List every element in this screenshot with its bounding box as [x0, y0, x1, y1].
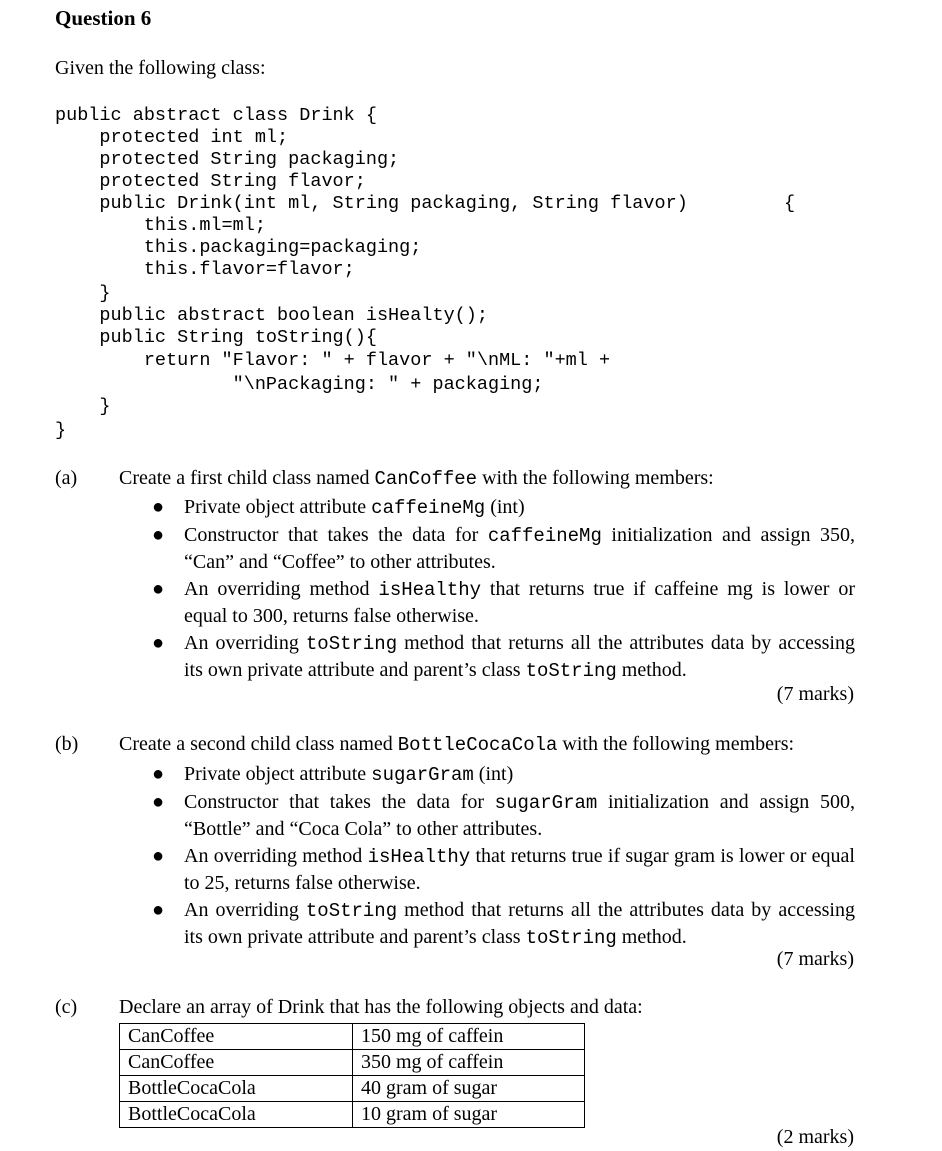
code-line: {: [784, 193, 796, 214]
part-c-intro: Declare an array of Drink that has the following objects and data:: [119, 996, 643, 1018]
table-cell: 40 gram of sugar: [353, 1076, 585, 1102]
bullet-icon: ●: [152, 577, 165, 600]
bullet-icon: ●: [152, 898, 165, 921]
code-line: "\nPackaging: " + packaging;: [55, 374, 544, 395]
code-line: return "Flavor: " + flavor + "\nML: "+ml +: [55, 350, 611, 371]
drinks-table: [119, 1023, 585, 1128]
table-cell: CanCoffee: [120, 1050, 353, 1076]
table-cell: 150 mg of caffein: [353, 1024, 585, 1050]
code-line: protected String flavor;: [55, 171, 366, 192]
code-line: protected String packaging;: [55, 149, 400, 170]
question-intro: Given the following class:: [55, 57, 266, 79]
bullet-icon: ●: [152, 496, 165, 518]
code-line: }: [55, 396, 111, 417]
code-line: protected int ml;: [55, 127, 289, 148]
list-item: ● Private object attribute caffeineMg (int): [152, 496, 525, 519]
list-item: ● Constructor that takes the data for caffeineMg initialization and assign 350, “Can” and “Coffee” to other attributes.: [152, 523, 855, 573]
table-row: [120, 1050, 585, 1076]
part-c-marks: (2 marks): [776, 1126, 854, 1148]
code-line: this.ml=ml;: [55, 215, 266, 236]
list-item: ● An overriding method isHealthy that returns true if caffeine mg is lower or equal to 300, returns false otherwise.: [152, 577, 855, 627]
part-a-bullets: [150, 494, 855, 685]
code-line: public abstract class Drink {: [55, 105, 377, 126]
part-c-label: (c): [55, 996, 78, 1018]
part-b-bullets: [150, 761, 855, 952]
table-row: [120, 1102, 585, 1128]
bullet-icon: ●: [152, 844, 165, 867]
table-row: [120, 1076, 585, 1102]
part-b-marks: (7 marks): [776, 948, 854, 970]
question-title: Question 6: [55, 6, 152, 30]
part-a-marks: (7 marks): [776, 683, 854, 705]
table-cell: BottleCocaCola: [120, 1102, 353, 1128]
bullet-icon: ●: [152, 523, 165, 546]
part-b-intro: Create a second child class named BottleCocaCola with the following members:: [119, 733, 795, 756]
list-item: ● An overriding toString method that returns all the attributes data by accessing its own private attribute and parent’s class toString method.: [152, 898, 855, 949]
code-line: }: [55, 283, 111, 304]
bullet-icon: ●: [152, 790, 165, 813]
code-line: this.flavor=flavor;: [55, 259, 355, 280]
table-cell: CanCoffee: [120, 1024, 353, 1050]
part-a-label: (a): [55, 467, 78, 489]
list-item: ● Constructor that takes the data for sugarGram initialization and assign 500, “Bottle” and “Coca Cola” to other attributes.: [152, 790, 855, 840]
list-item: ● An overriding toString method that returns all the attributes data by accessing its own private attribute and parent’s class toString method.: [152, 631, 855, 682]
code-line: public String toString(){: [55, 327, 377, 348]
code-line: this.packaging=packaging;: [55, 237, 422, 258]
part-b-label: (b): [55, 733, 79, 755]
table-cell: 350 mg of caffein: [353, 1050, 585, 1076]
bullet-icon: ●: [152, 763, 165, 785]
table-row: [120, 1024, 585, 1050]
table-cell: BottleCocaCola: [120, 1076, 353, 1102]
code-line: public abstract boolean isHealty();: [55, 305, 488, 326]
list-item: ● An overriding method isHealthy that returns true if sugar gram is lower or equal to 25, returns false otherwise.: [152, 844, 855, 894]
code-line: }: [55, 420, 67, 441]
part-a-intro: Create a first child class named CanCoffee with the following members:: [119, 467, 714, 490]
bullet-icon: ●: [152, 631, 165, 654]
list-item: ● Private object attribute sugarGram (int): [152, 763, 514, 786]
table-cell: 10 gram of sugar: [353, 1102, 585, 1128]
code-line: public Drink(int ml, String packaging, String flavor): [55, 193, 688, 214]
